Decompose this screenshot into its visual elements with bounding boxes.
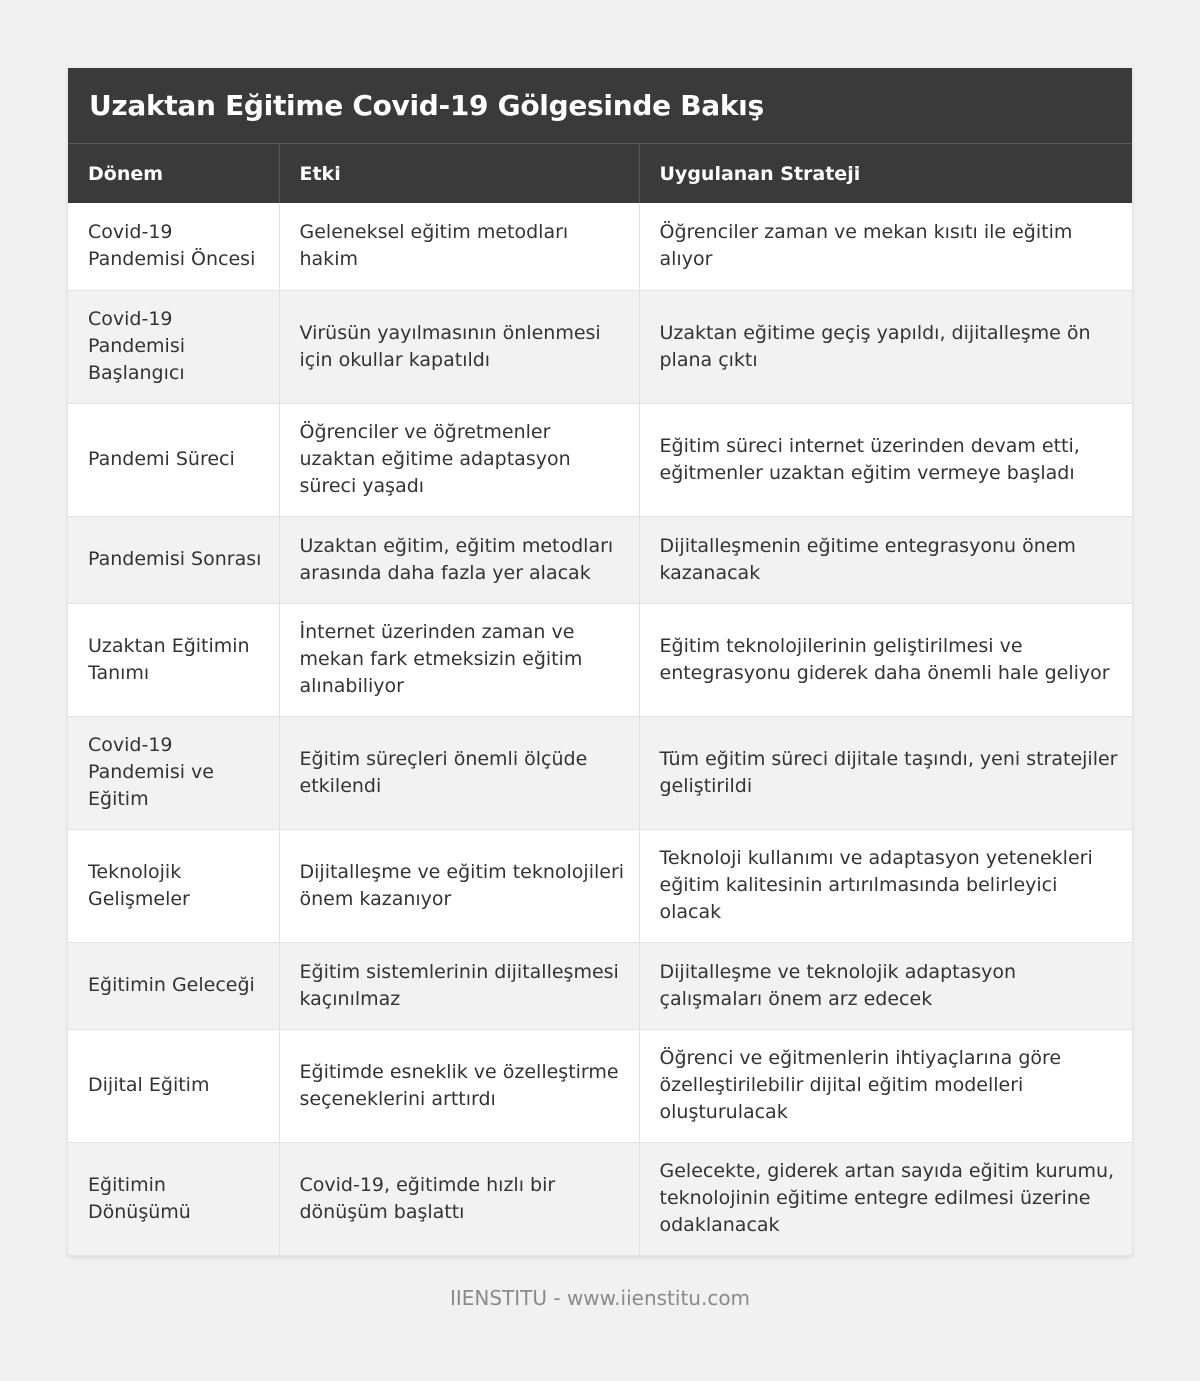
table-row bbox=[68, 716, 1132, 829]
cell-donem: Covid-19 Pandemisi ve Eğitim bbox=[68, 716, 279, 829]
column-header-strateji: Uygulanan Strateji bbox=[659, 162, 861, 185]
cell-etki: Covid-19, eğitimde hızlı bir dönüşüm başlattı bbox=[279, 1142, 639, 1255]
cell-etki: Eğitim sistemlerinin dijitalleşmesi kaçınılmaz bbox=[279, 942, 639, 1029]
cell-strateji: Gelecekte, giderek artan sayıda eğitim kurumu, teknolojinin eğitime entegre edilmesi üzerine odaklanacak bbox=[639, 1142, 1132, 1255]
page-title: Uzaktan Eğitime Covid-19 Gölgesinde Bakış bbox=[68, 68, 1132, 144]
cell-etki: Virüsün yayılmasının önlenmesi için okullar kapatıldı bbox=[279, 290, 639, 403]
cell-donem: Covid-19 Pandemisi Başlangıcı bbox=[68, 290, 279, 403]
table-row bbox=[68, 1029, 1132, 1142]
cell-strateji: Öğrenciler zaman ve mekan kısıtı ile eğitim alıyor bbox=[639, 203, 1132, 290]
cell-donem: Eğitimin Geleceği bbox=[68, 942, 279, 1029]
cell-donem: Dijital Eğitim bbox=[68, 1029, 279, 1142]
cell-strateji: Tüm eğitim süreci dijitale taşındı, yeni stratejiler geliştirildi bbox=[639, 716, 1132, 829]
cell-donem: Teknolojik Gelişmeler bbox=[68, 829, 279, 942]
cell-donem: Pandemi Süreci bbox=[68, 403, 279, 516]
table-card bbox=[68, 68, 1132, 1256]
cell-donem: Covid-19 Pandemisi Öncesi bbox=[68, 203, 279, 290]
cell-etki: Dijitalleşme ve eğitim teknolojileri önem kazanıyor bbox=[279, 829, 639, 942]
table-row bbox=[68, 203, 1132, 290]
cell-strateji: Dijitalleşmenin eğitime entegrasyonu önem kazanacak bbox=[639, 516, 1132, 603]
cell-etki: Öğrenciler ve öğretmenler uzaktan eğitime adaptasyon süreci yaşadı bbox=[279, 403, 639, 516]
cell-strateji: Eğitim teknolojilerinin geliştirilmesi ve entegrasyonu giderek daha önemli hale geliyor bbox=[639, 603, 1132, 716]
cell-etki: Geleneksel eğitim metodları hakim bbox=[279, 203, 639, 290]
cell-strateji: Öğrenci ve eğitmenlerin ihtiyaçlarına göre özelleştirilebilir dijital eğitim modelleri oluşturulacak bbox=[639, 1029, 1132, 1142]
cell-etki: Uzaktan eğitim, eğitim metodları arasında daha fazla yer alacak bbox=[279, 516, 639, 603]
column-header-etki: Etki bbox=[279, 144, 639, 203]
table-row bbox=[68, 403, 1132, 516]
table-row bbox=[68, 290, 1132, 403]
cell-donem: Eğitimin Dönüşümü bbox=[68, 1142, 279, 1255]
cell-strateji: Teknoloji kullanımı ve adaptasyon yetenekleri eğitim kalitesinin artırılmasında belirleyici olacak bbox=[639, 829, 1132, 942]
cell-etki: Eğitimde esneklik ve özelleştirme seçeneklerini arttırdı bbox=[279, 1029, 639, 1142]
table-row bbox=[68, 603, 1132, 716]
cell-donem: Pandemisi Sonrası bbox=[68, 516, 279, 603]
table-header-row bbox=[68, 144, 1132, 203]
cell-strateji: Dijitalleşme ve teknolojik adaptasyon çalışmaları önem arz edecek bbox=[639, 942, 1132, 1029]
table-row bbox=[68, 829, 1132, 942]
table-row bbox=[68, 1142, 1132, 1255]
cell-etki: Eğitim süreçleri önemli ölçüde etkilendi bbox=[279, 716, 639, 829]
cell-donem: Uzaktan Eğitimin Tanımı bbox=[68, 603, 279, 716]
cell-etki: İnternet üzerinden zaman ve mekan fark etmeksizin eğitim alınabiliyor bbox=[279, 603, 639, 716]
cell-strateji: Uzaktan eğitime geçiş yapıldı, dijitalleşme ön plana çıktı bbox=[639, 290, 1132, 403]
cell-strateji: Eğitim süreci internet üzerinden devam etti, eğitmenler uzaktan eğitim vermeye başladı bbox=[639, 403, 1132, 516]
table-row bbox=[68, 942, 1132, 1029]
data-table bbox=[68, 144, 1132, 1256]
footer-credit: IIENSTITU - www.iienstitu.com bbox=[449, 1286, 751, 1310]
column-header-donem: Dönem bbox=[68, 144, 279, 203]
table-row bbox=[68, 516, 1132, 603]
